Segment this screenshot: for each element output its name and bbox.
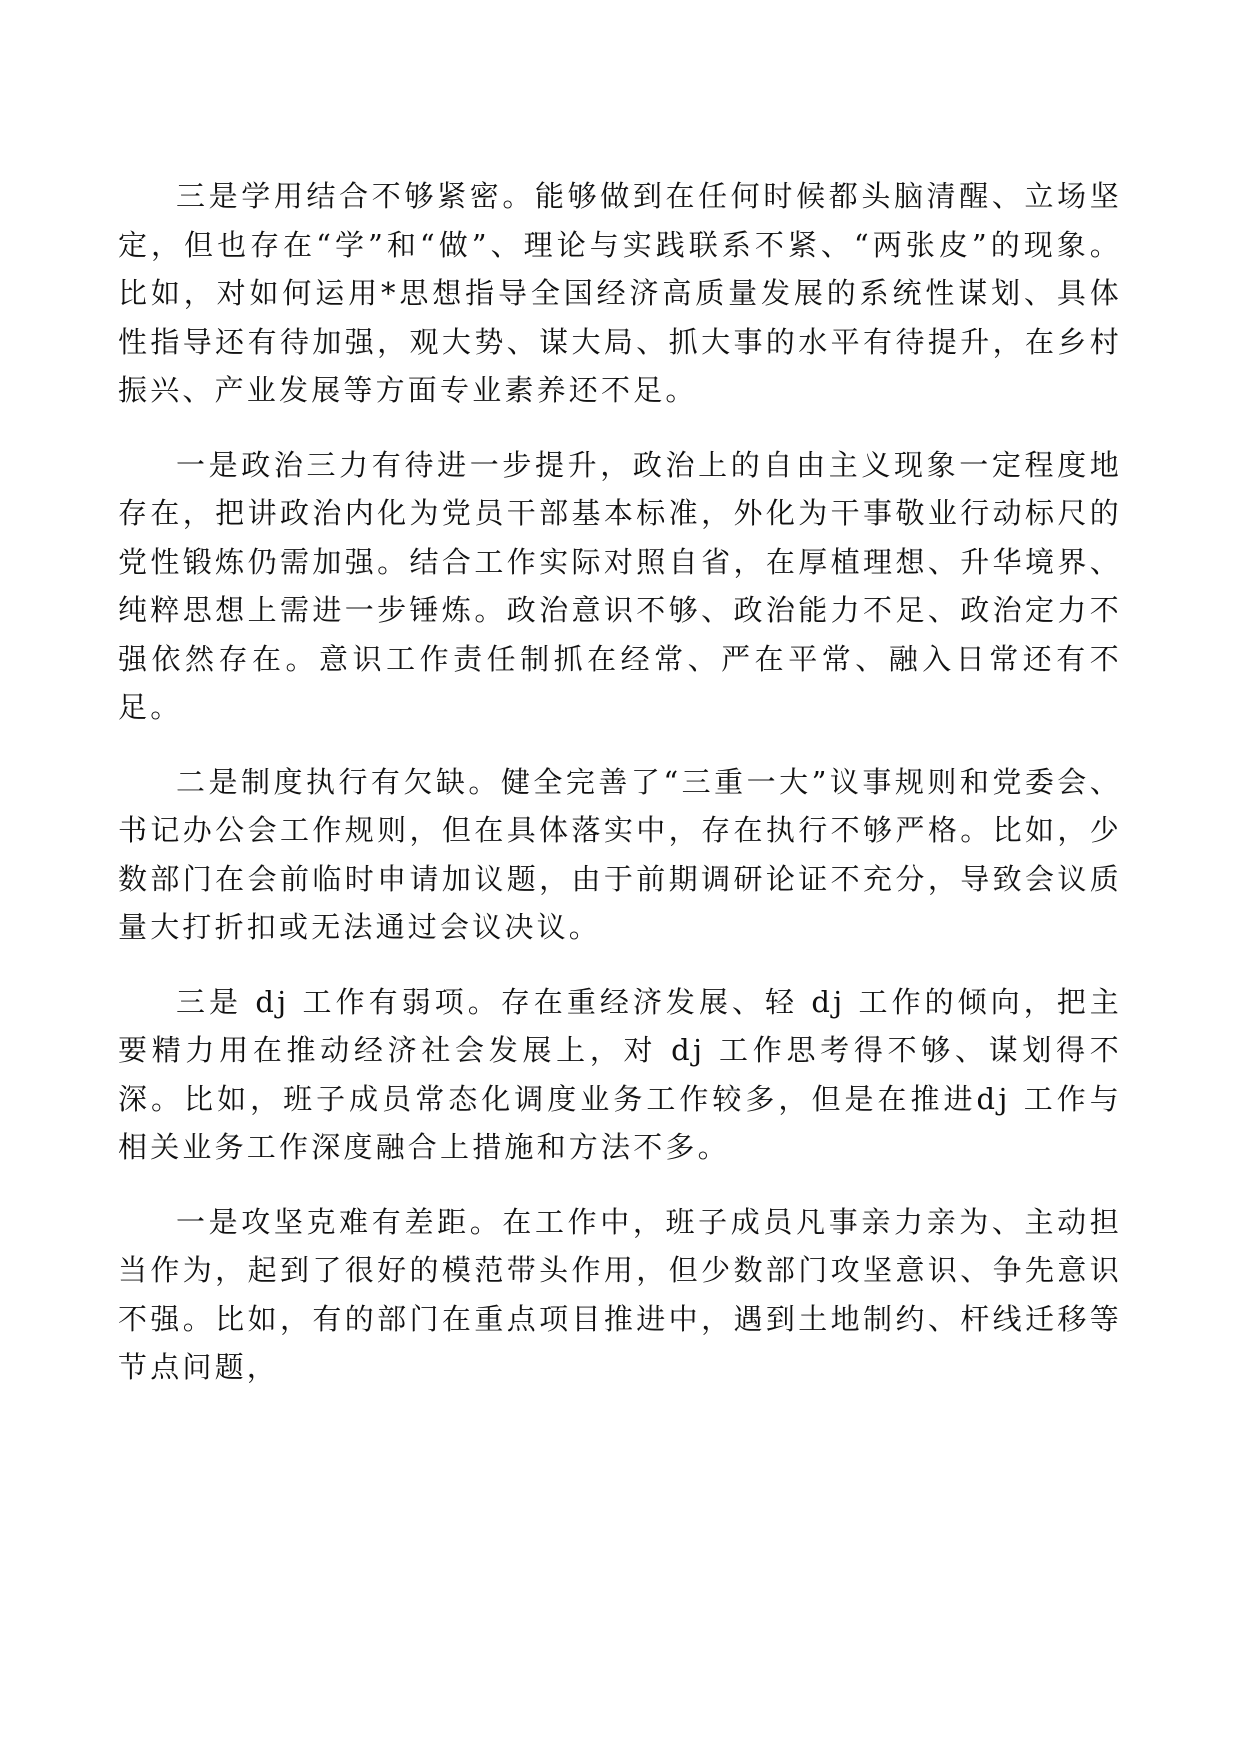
paragraph-1: 三是学用结合不够紧密。能够做到在任何时候都头脑清醒、立场坚定，但也存在“学”和“做”、理论与实践联系不紧、“两张皮”的现象。比如，对如何运用*思想指导全国经济高质量发展的系统性谋划、具体性指导还有待加强，观大势、谋大局、抓大事的水平有待提升，在乡村振兴、产业发展等方面专业素养还不足。 <box>118 179 1122 407</box>
paragraph-4: 三是 dj 工作有弱项。存在重经济发展、轻 dj 工作的倾向，把主要精力用在推动经济社会发展上，对 dj 工作思考得不够、谋划得不深。比如，班子成员常态化调度业务工作较多，但是在推进dj 工作与相关业务工作深度融合上措施和方法不多。 <box>118 984 1122 1164</box>
document-body <box>118 172 1122 1418</box>
paragraph-5: 一是攻坚克难有差距。在工作中，班子成员凡事亲力亲为、主动担当作为，起到了很好的模范带头作用，但少数部门攻坚意识、争先意识不强。比如，有的部门在重点项目推进中，遇到土地制约、杆线迁移等节点问题， <box>118 1204 1122 1384</box>
paragraph-2: 一是政治三力有待进一步提升，政治上的自由主义现象一定程度地存在，把讲政治内化为党员干部基本标准，外化为干事敬业行动标尺的党性锻炼仍需加强。结合工作实际对照自省，在厚植理想、升华境界、纯粹思想上需进一步锤炼。政治意识不够、政治能力不足、政治定力不强依然存在。意识工作责任制抓在经常、严在平常、融入日常还有不足。 <box>118 447 1122 724</box>
paragraph-3: 二是制度执行有欠缺。健全完善了“三重一大”议事规则和党委会、书记办公会工作规则，但在具体落实中，存在执行不够严格。比如，少数部门在会前临时申请加议题，由于前期调研论证不充分，导致会议质量大打折扣或无法通过会议决议。 <box>118 764 1122 944</box>
